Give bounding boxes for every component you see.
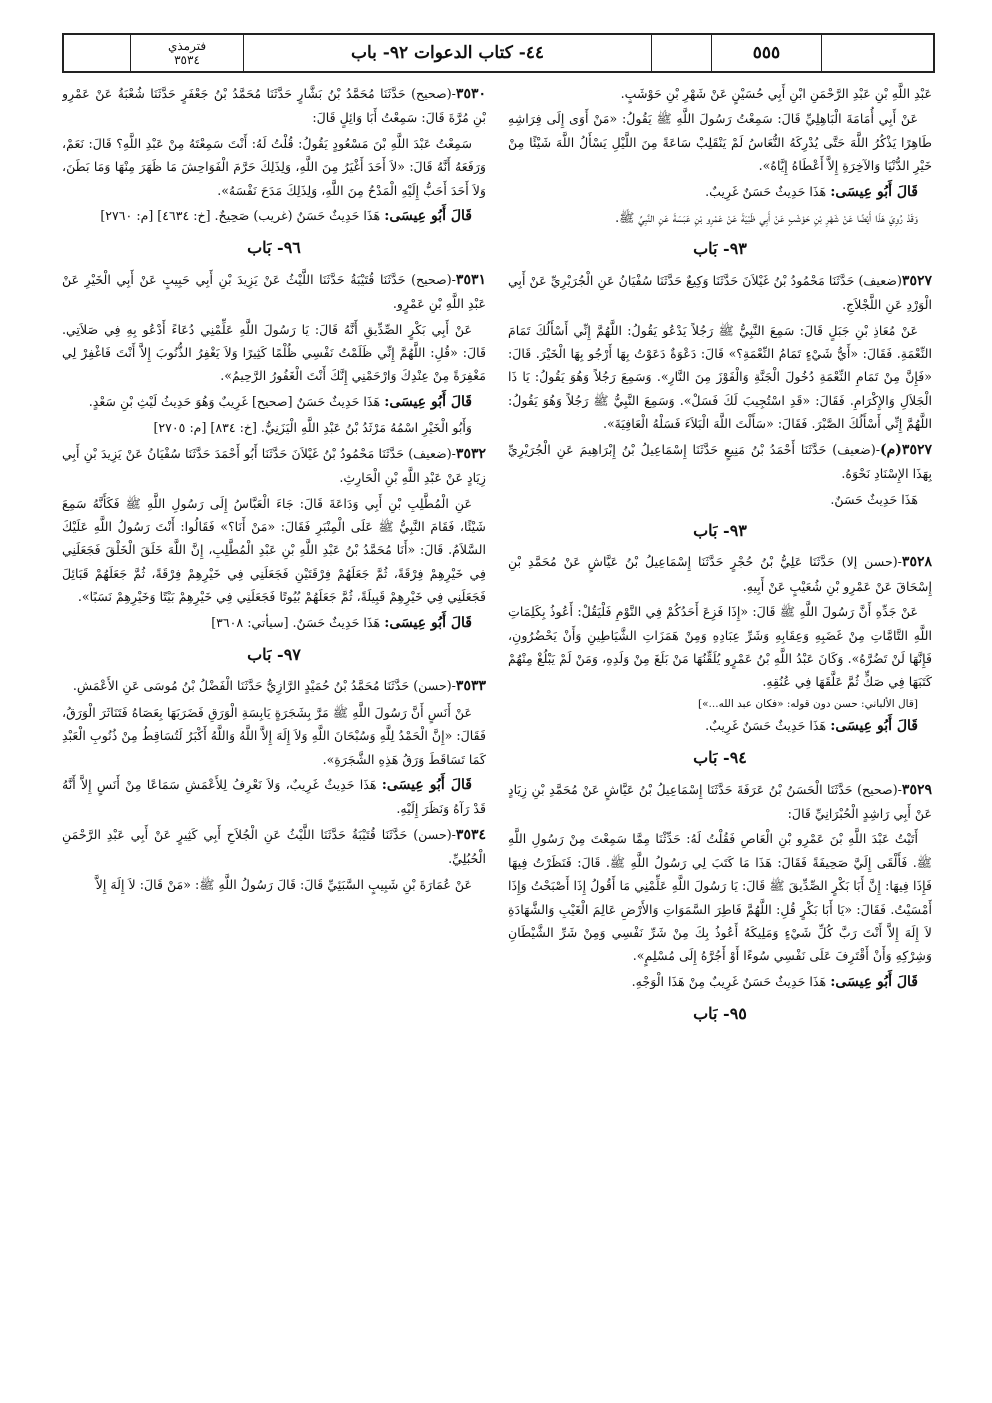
left-text-column	[62, 82, 486, 1382]
hadith-number: ٣٥٢٧	[901, 272, 932, 289]
body-paragraph: هَذَا حَدِيثٌ حَسَنٌ.	[830, 491, 918, 507]
body-paragraph: وَقَدْ رُوِيَ هَذَا أَيْضًا عَنْ شَهْرِ بْنِ حَوْشَبٍ عَنْ أَبِي ظَبْيَةَ عَنْ عَمْرِو بْنِ عَبَسَةَ عَنِ النَّبِيِّ ﷺ.	[615, 210, 918, 226]
abu-isa-text: هَذَا حَدِيثٌ حَسَنٌ غَرِيبٌ.	[705, 717, 831, 733]
body-paragraph: عَنْ أَبِي بَكْرٍ الصِّدِّيقِ أَنَّهُ قَالَ: يَا رَسُولَ اللَّهِ عَلِّمْنِي دُعَاءً أَدْعُو بِهِ فِي صَلاَتِي. قَالَ: «قُلِ: اللَّهُمَّ إِنِّي ظَلَمْتُ نَفْسِي ظُلْمًا كَثِيرًا وَلاَ يَغْفِرُ الذُّنُوبَ إِلاَّ أَنْتَ فَاغْفِرْ لِي مَغْفِرَةً مِنْ عِنْدِكَ وَارْحَمْنِي إِنَّكَ أَنْتَ الْغَفُورُ الرَّحِيمُ».	[62, 321, 486, 384]
hadith-number: ٣٥٣٣	[455, 678, 486, 695]
right-text-column	[508, 82, 932, 1382]
hadith-number: ٣٥٢٩	[901, 781, 932, 798]
body-paragraph: عَبْدِ اللَّهِ بْنِ عَبْدِ الرَّحْمَنِ ابْنِ أَبِي حُسَيْنٍ عَنْ شَهْرِ بْنِ حَوْشَبٍ.	[620, 86, 932, 101]
hadith-grade: (ضعيف)	[858, 272, 902, 288]
hadith-grade: -(صحيح)	[411, 86, 456, 101]
body-paragraph: عَنْ أَبِي أُمَامَةَ الْبَاهِلِيِّ قَالَ: سَمِعْتُ رَسُولَ اللَّهِ ﷺ يَقُولُ: «مَنْ أَوَى إِلَى فِرَاشِهِ طَاهِرًا يَذْكُرُ اللَّهَ حَتَّى يُدْرِكَهُ النُّعَاسُ لَمْ يَنْقَلِبْ سَاعَةً مِنَ اللَّيْلِ يَسْأَلُ اللَّهَ شَيْئًا مِنْ خَيْرِ الدُّنْيَا وَالآخِرَةِ إِلاَّ أَعْطَاهُ إِيَّاهُ».	[508, 111, 932, 174]
hadith-paragraph	[508, 778, 932, 826]
header-cell-blank	[64, 35, 130, 71]
cross-reference-number: ٣٥٣٤	[174, 53, 200, 67]
hadith-paragraph	[62, 823, 486, 871]
hadith-isnad: حَدَّثَنَا عَلِيُّ بْنُ حُجْرٍ حَدَّثَنَا إِسْمَاعِيلُ بْنُ عَيَّاشٍ عَنْ مُحَمَّدِ بْنِ إِسْحَاقَ عَنْ عَمْرِو بْنِ شُعَيْبٍ عَنْ أَبِيهِ.	[508, 554, 932, 594]
header-cell-blank	[821, 35, 933, 71]
hadith-number: ٣٥٢٧(م)	[880, 441, 932, 458]
hadith-isnad: حَدَّثَنَا مَحْمُودُ بْنُ غَيْلاَنَ حَدَّثَنَا وَكِيعٌ حَدَّثَنَا سُفْيَانُ عَنِ الْجُرَيْرِيِّ عَنْ أَبِي الْوَرْدِ عَنِ اللَّجْلاَجِ.	[508, 272, 932, 313]
hadith-isnad: حَدَّثَنَا مُحَمَّدُ بْنُ بَشَّارٍ حَدَّثَنَا مُحَمَّدُ بْنُ جَعْفَرٍ حَدَّثَنَا شُعْبَةُ عَنْ عَمْرِو بْنِ مُرَّةَ قَالَ: سَمِعْتُ أَبَا وَائِلٍ قَالَ:	[62, 86, 486, 126]
abu-isa-text: هَذَا حَدِيثٌ حَسَنٌ (غريب) صَحِيحٌ. [خ: ٤٦٣٤] [م: ٢٧٦٠]	[100, 208, 385, 224]
abu-isa-comment	[62, 390, 486, 414]
chapter-heading: ٩٤- بَاب	[693, 748, 747, 768]
body-paragraph: عَنْ أَنَسٍ أَنَّ رَسُولَ اللَّهِ ﷺ مَرَّ بِشَجَرَةٍ يَابِسَةِ الْوَرَقِ فَضَرَبَهَا بِعَصَاهُ فَتَنَاثَرَ الْوَرَقُ، فَقَالَ: «إِنَّ الْحَمْدُ لِلَّهِ وَسُبْحَانَ اللَّهِ وَلاَ إِلَهَ إِلاَّ اللَّهُ وَاللَّهُ أَكْبَرُ لَتُسَاقِطُ مِنْ ذُنُوبِ الْعَبْدِ كَمَا تَسَاقَطَ وَرَقُ هَذِهِ الشَّجَرَةِ».	[62, 704, 486, 767]
abu-isa-text: هَذَا حَدِيثٌ حَسَنٌ [صحيح] غَرِيبٌ وَهُوَ حَدِيثُ لَيْثِ بْنِ سَعْدٍ.	[88, 393, 385, 409]
hadith-grade: -(ضعيف)	[832, 441, 880, 457]
chapter-heading: ٩٧- بَاب	[247, 644, 301, 664]
hadith-paragraph	[62, 268, 486, 316]
hadith-number: ٣٥٣٢	[455, 445, 486, 462]
hadith-grade: -(ضعيف)	[408, 445, 456, 461]
chapter-heading: ٩٦- بَاب	[247, 238, 301, 258]
hadith-isnad: حَدَّثَنَا مُحَمَّدُ بْنُ حُمَيْدٍ الرَّازِيُّ حَدَّثَنَا الْفَضْلُ بْنُ مُوسَى عَنِ الأَعْمَشِ.	[72, 678, 414, 694]
hadith-isnad: حَدَّثَنَا مَحْمُودُ بْنُ غَيْلاَنَ حَدَّثَنَا أَبُو أَحْمَدَ حَدَّثَنَا سُفْيَانُ عَنْ يَزِيدَ بْنِ أَبِي زِيَادٍ عَنْ عَبْدِ اللَّهِ بْنِ الْحَارِثِ.	[62, 445, 486, 486]
abu-isa-label: قَالَ أَبُو عِيسَى:	[830, 717, 918, 734]
hadith-grade: -(صحيح)	[411, 271, 456, 287]
abu-isa-comment	[508, 714, 932, 738]
abu-isa-comment	[508, 970, 932, 994]
abu-isa-text: هَذَا حَدِيثٌ حَسَنٌ غَرِيبٌ مِنْ هَذَا الْوَجْهِ.	[631, 973, 831, 989]
page-header	[62, 33, 935, 73]
hadith-number: ٣٥٣٤	[455, 826, 486, 843]
abu-isa-label: قَالَ أَبُو عِيسَى:	[384, 208, 472, 225]
chapter-heading: ٩٣- بَاب	[693, 520, 747, 540]
hadith-paragraph	[62, 82, 486, 130]
hadith-isnad: حَدَّثَنَا قُتَيْبَةُ حَدَّثَنَا اللَّيْثُ عَنِ الْجُلاَحِ أَبِي كَثِيرٍ عَنْ أَبِي عَبْدِ الرَّحْمَنِ الْحُبُلِيِّ.	[62, 826, 486, 867]
hadith-number: ٣٥٣٠	[455, 86, 486, 102]
abu-isa-text: هَذَا حَدِيثٌ حَسَنٌ غَرِيبٌ.	[705, 183, 831, 199]
abu-isa-text: هَذَا حَدِيثٌ حَسَنٌ. [سيأتي: ٣٦٠٨]	[211, 614, 385, 630]
abu-isa-label: قَالَ أَبُو عِيسَى:	[830, 183, 918, 200]
body-paragraph: عَنْ عُمَارَةَ بْنِ شَبِيبٍ السَّبَئِيِّ قَالَ: قَالَ رَسُولُ اللَّهِ ﷺ: «مَنْ قَالَ: لاَ إِلَهَ إِلاَّ	[95, 876, 472, 892]
cross-reference-label: فترمذي	[167, 39, 207, 53]
body-paragraph: وَأَبُو الْخَيْرِ اسْمُهُ مَرْثَدُ بْنُ عَبْدِ اللَّهِ الْيَزَنِيُّ. [خ: ٨٣٤] [م: ٢٧٠٥]	[153, 420, 472, 436]
hadith-isnad: حَدَّثَنَا الْحَسَنُ بْنُ عَرَفَةَ حَدَّثَنَا إِسْمَاعِيلُ بْنُ عَيَّاشٍ عَنْ مُحَمَّدِ بْنِ زِيَادٍ عَنْ أَبِي رَاشِدٍ الْحُبْرَانِيِّ قَالَ:	[508, 781, 932, 821]
hadith-paragraph	[508, 550, 932, 598]
running-title: ٤٤- كتاب الدعوات ٩٢- باب	[243, 35, 651, 71]
hadith-grade: -(حسن إلا)	[841, 554, 902, 570]
hadith-paragraph	[62, 442, 486, 490]
body-paragraph: أَتَيْتُ عَبْدَ اللَّهِ بْنَ عَمْرِو بْنِ الْعَاصِ فَقُلْتُ لَهُ: حَدِّثْنَا مِمَّا سَمِعْتَ مِنْ رَسُولِ اللَّهِ ﷺ. فَأَلْقَى إِلَيَّ صَحِيفَةً فَقَالَ: هَذَا مَا كَتَبَ لِي رَسُولُ اللَّهِ ﷺ. قَالَ: فَنَظَرْتُ فِيهَا فَإِذَا فِيهَا: إِنَّ أَبَا بَكْرٍ الصِّدِّيقَ ﷺ قَالَ: يَا رَسُولَ اللَّهِ عَلِّمْنِي مَا أَقُولُ إِذَا أَصْبَحْتُ وَإِذَا أَمْسَيْتُ. فَقَالَ: «يَا أَبَا بَكْرٍ قُلِ: اللَّهُمَّ فَاطِرَ السَّمَوَاتِ وَالأَرْضِ عَالِمَ الْغَيْبِ وَالشَّهَادَةِ لاَ إِلَهَ إِلاَّ أَنْتَ رَبَّ كُلِّ شَيْءٍ وَمَلِيكَهُ أَعُوذُ بِكَ مِنْ شَرِّ نَفْسِي وَمِنْ شَرِّ الشَّيْطَانِ وَشِرْكِهِ وَأَنْ أَقْتَرِفَ عَلَى نَفْسِي سُوءًا أَوْ أَجُرَّهُ إِلَى مُسْلِمٍ».	[508, 831, 932, 964]
hadith-number: ٣٥٣١	[455, 271, 486, 288]
page-number: ٥٥٥	[711, 35, 821, 71]
body-paragraph: سَمِعْتُ عَبْدَ اللَّهِ بْنَ مَسْعُودٍ يَقُولُ: قُلْتُ لَهُ: أَنْتَ سَمِعْتَهُ مِنْ عَبْدِ اللَّهِ؟ قَالَ: نَعَمْ، وَرَفَعَهُ أَنَّهُ قَالَ: «لاَ أَحَدَ أَغْيَرُ مِنَ اللَّهِ، وَلِذَلِكَ حَرَّمَ الْفَوَاحِشَ مَا ظَهَرَ مِنْهَا وَمَا بَطَنَ، وَلاَ أَحَدَ أَحَبُّ إِلَيْهِ الْمَدْحُ مِنَ اللَّهِ، وَلِذَلِكَ مَدَحَ نَفْسَهُ».	[62, 135, 486, 198]
hadith-paragraph	[508, 438, 932, 486]
abu-isa-label: قَالَ أَبُو عِيسَى:	[384, 393, 472, 410]
body-paragraph: عَنْ مُعَاذِ بْنِ جَبَلٍ قَالَ: سَمِعَ النَّبِيُّ ﷺ رَجُلاً يَدْعُو يَقُولُ: اللَّهُمَّ إِنِّي أَسْأَلُكَ تَمَامَ النِّعْمَةِ. فَقَالَ: «أَيُّ شَيْءٍ تَمَامُ النِّعْمَةِ؟» قَالَ: دَعْوَةٌ دَعَوْتُ بِهَا أَرْجُو بِهَا الْخَيْرَ. قَالَ: «فَإِنَّ مِنْ تَمَامِ النِّعْمَةِ دُخُولَ الْجَنَّةِ وَالْفَوْزَ مِنَ النَّارِ». وَسَمِعَ رَجُلاً وَهُوَ يَقُولُ: يَا ذَا الْجَلاَلِ وَالإِكْرَامِ. فَقَالَ: «قَدِ اسْتُجِيبَ لَكَ فَسَلْ». وَسَمِعَ النَّبِيُّ ﷺ رَجُلاً وَهُوَ يَقُولُ: اللَّهُمَّ إِنِّي أَسْأَلُكَ الصَّبْرَ. فَقَالَ: «سَأَلْتَ اللَّهَ الْبَلاَءَ فَسَلْهُ الْعَافِيَةَ».	[508, 322, 932, 432]
hadith-isnad: حَدَّثَنَا قُتَيْبَةُ حَدَّثَنَا اللَّيْثُ عَنْ يَزِيدَ بْنِ أَبِي حَبِيبٍ عَنْ أَبِي الْخَيْرِ عَنْ عَبْدِ اللَّهِ بْنِ عَمْرٍو.	[62, 271, 486, 312]
abu-isa-comment	[508, 180, 932, 204]
abu-isa-comment	[62, 611, 486, 635]
abu-isa-comment	[62, 204, 486, 228]
cross-reference	[130, 35, 243, 71]
abu-isa-label: قَالَ أَبُو عِيسَى:	[381, 776, 472, 793]
body-paragraph: عَنِ الْمُطَّلِبِ بْنِ أَبِي وَدَاعَةَ قَالَ: جَاءَ الْعَبَّاسُ إِلَى رَسُولِ اللَّهِ ﷺ فَكَأَنَّهُ سَمِعَ شَيْئًا، فَقَامَ النَّبِيُّ ﷺ عَلَى الْمِنْبَرِ فَقَالَ: «مَنْ أَنَا؟» فَقَالُوا: أَنْتَ رَسُولُ اللَّهِ عَلَيْكَ السَّلاَمُ. قَالَ: «أَنَا مُحَمَّدُ بْنُ عَبْدِ اللَّهِ بْنِ عَبْدِ الْمُطَّلِبِ، إِنَّ اللَّهَ خَلَقَ الْخَلْقَ فَجَعَلَنِي فِي خَيْرِهِمْ فِرْقَةً، ثُمَّ جَعَلَهُمْ فِرْقَتَيْنِ فَجَعَلَنِي فِي خَيْرِهِمْ فِرْقَةً، ثُمَّ جَعَلَهُمْ قَبَائِلَ فَجَعَلَنِي فِي خَيْرِهِمْ قَبِيلَةً، ثُمَّ جَعَلَهُمْ بُيُوتًا فَجَعَلَنِي فِي خَيْرِهِمْ بَيْتًا وَخَيْرِهِمْ نَسَبًا».	[62, 495, 486, 605]
hadith-paragraph	[62, 674, 486, 698]
hadith-grade: -(حسن)	[413, 678, 456, 694]
chapter-heading: ٩٣- بَاب	[693, 239, 747, 259]
body-paragraph: عَنْ جَدِّهِ أَنَّ رَسُولَ اللَّهِ ﷺ قَالَ: «إِذَا فَزِعَ أَحَدُكُمْ فِي النَّوْمِ فَلْيَقُلْ: أَعُوذُ بِكَلِمَاتِ اللَّهِ التَّامَّاتِ مِنْ غَضَبِهِ وَعِقَابِهِ وَشَرِّ عِبَادِهِ وَمِنْ هَمَزَاتِ الشَّيَاطِينِ وَأَنْ يَحْضُرُونِ، فَإِنَّهَا لَنْ تَضُرَّهُ». وَكَانَ عَبْدُ اللَّهِ بْنُ عَمْرٍو يُلَقِّنُهَا مَنْ بَلَغَ مِنْ وَلَدِهِ، وَمَنْ لَمْ يَبْلُغْ مِنْهُمْ كَتَبَهَا فِي صَكٍّ ثُمَّ عَلَّقَهَا فِي عُنُقِهِ.	[508, 604, 932, 690]
abu-isa-comment	[62, 773, 486, 821]
hadith-number: ٣٥٢٨	[901, 554, 932, 571]
hadith-paragraph	[508, 269, 932, 317]
abu-isa-label: قَالَ أَبُو عِيسَى:	[384, 614, 472, 631]
header-cell-blank	[651, 35, 711, 71]
abu-isa-text: هَذَا حَدِيثٌ غَرِيبٌ، وَلاَ نَعْرِفُ لِلأَعْمَشِ سَمَاعًا مِنْ أَنَسٍ إِلاَّ أَنَّهُ قَدْ رَآهُ وَنَظَرَ إِلَيْهِ.	[62, 776, 486, 817]
hadith-isnad: حَدَّثَنَا أَحْمَدُ بْنُ مَنِيعٍ حَدَّثَنَا إِسْمَاعِيلُ بْنُ إِبْرَاهِيمَ عَنِ الْجُرَيْرِيِّ بِهَذَا الإِسْنَادِ نَحْوَهُ.	[508, 441, 932, 482]
hadith-grade: -(حسن)	[413, 826, 456, 842]
editor-note: [قال الألباني: حسن دون قوله: «فكان عبد الله...»]	[698, 697, 918, 710]
hadith-grade: -(صحيح)	[857, 781, 902, 797]
abu-isa-label: قَالَ أَبُو عِيسَى:	[830, 973, 918, 990]
chapter-heading: ٩٥- بَاب	[693, 1004, 747, 1024]
